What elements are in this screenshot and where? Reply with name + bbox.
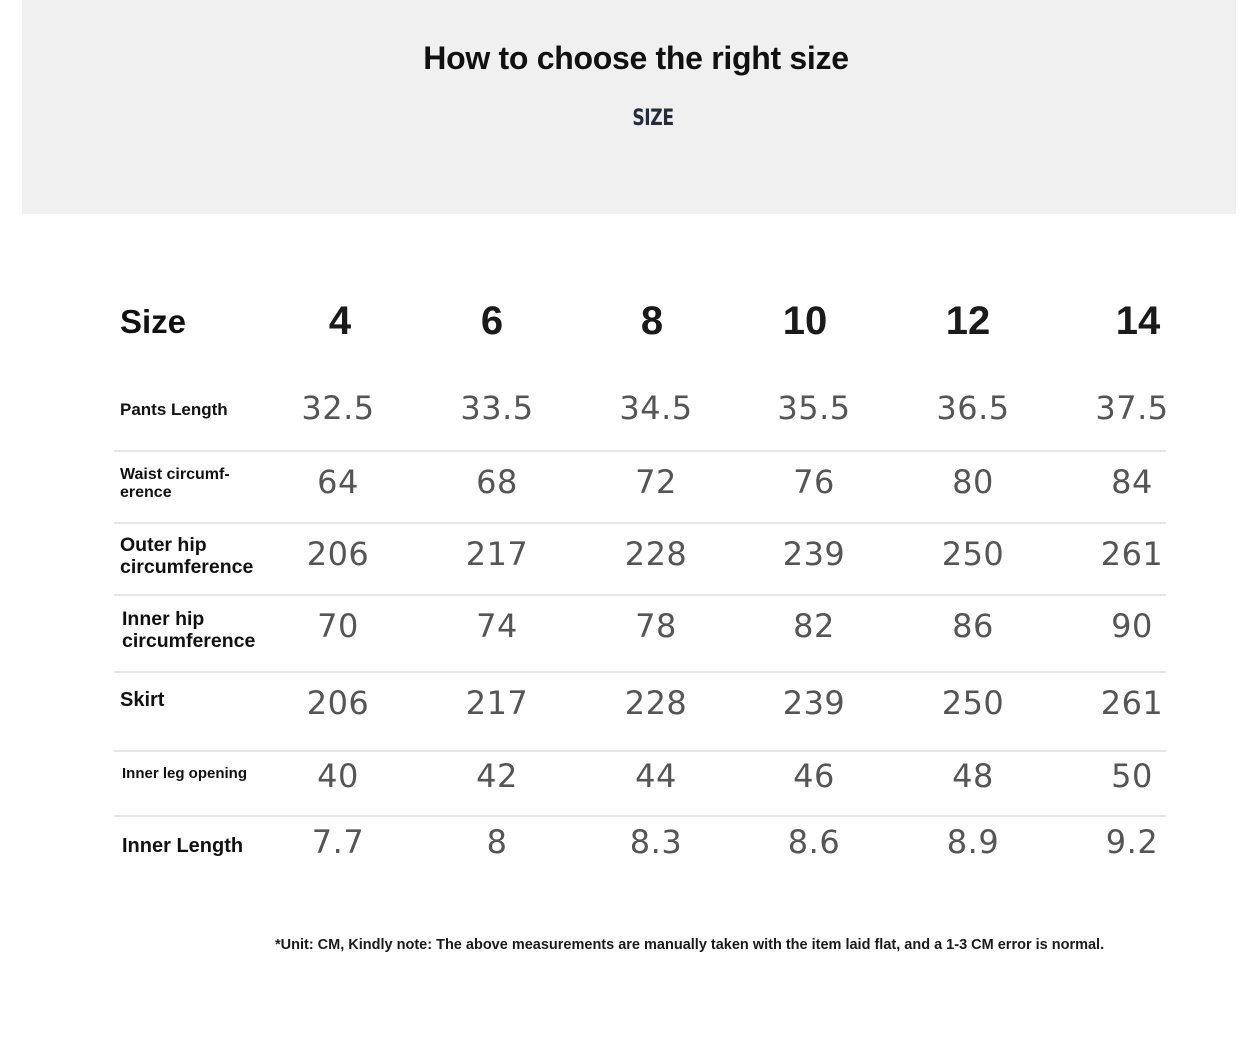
table-cell: 8.6 — [787, 823, 841, 861]
table-cell: 261 — [1100, 684, 1164, 722]
size-header-10: 10 — [782, 299, 828, 343]
table-cell: 78 — [635, 607, 677, 645]
table-cell: 9.2 — [1105, 823, 1159, 861]
table-cell: 239 — [782, 684, 846, 722]
table-row — [114, 452, 1166, 524]
table-row — [114, 752, 1166, 817]
row-label: Skirt — [120, 689, 165, 711]
header-band — [22, 0, 1236, 214]
table-cell: 46 — [793, 757, 835, 795]
row-label: Outer hip circumference — [120, 534, 254, 578]
table-cell: 50 — [1111, 757, 1153, 795]
table-row — [114, 596, 1166, 673]
table-cell: 33.5 — [460, 389, 534, 427]
table-row — [114, 524, 1166, 596]
table-cell: 36.5 — [936, 389, 1010, 427]
table-cell: 70 — [317, 607, 359, 645]
table-row — [114, 378, 1169, 452]
table-cell: 72 — [635, 463, 677, 501]
size-header-12: 12 — [945, 299, 991, 343]
size-header-4: 4 — [328, 299, 352, 343]
table-row — [114, 817, 1166, 887]
row-label: Pants Length — [120, 400, 228, 419]
measurement-footnote: *Unit: CM, Kindly note: The above measurements are manually taken with the item laid flat, and a 1-3 CM error is normal. — [275, 937, 1105, 953]
table-row — [114, 673, 1166, 752]
table-cell: 76 — [793, 463, 835, 501]
table-cell: 48 — [952, 757, 994, 795]
row-label: Inner hip circumference — [122, 608, 256, 652]
table-cell: 8.3 — [629, 823, 683, 861]
table-cell: 217 — [465, 535, 529, 573]
size-header-6: 6 — [480, 299, 504, 343]
table-cell: 86 — [952, 607, 994, 645]
table-cell: 250 — [941, 535, 1005, 573]
size-header-8: 8 — [640, 299, 664, 343]
table-cell: 90 — [1111, 607, 1153, 645]
table-cell: 239 — [782, 535, 846, 573]
row-label: Inner leg opening — [122, 765, 248, 782]
table-cell: 82 — [793, 607, 835, 645]
table-cell: 74 — [476, 607, 518, 645]
table-cell: 8 — [486, 823, 508, 861]
table-cell: 7.7 — [311, 823, 365, 861]
table-cell: 228 — [624, 535, 688, 573]
table-cell: 42 — [476, 757, 518, 795]
table-cell: 35.5 — [777, 389, 851, 427]
page-title: How to choose the right size — [423, 40, 849, 76]
table-cell: 250 — [941, 684, 1005, 722]
table-cell: 8.9 — [946, 823, 1000, 861]
table-cell: 261 — [1100, 535, 1164, 573]
table-cell: 64 — [317, 463, 359, 501]
size-column-label: Size — [120, 303, 187, 340]
size-badge: SIZE — [632, 106, 674, 131]
table-cell: 206 — [306, 684, 370, 722]
table-cell: 228 — [624, 684, 688, 722]
table-cell: 32.5 — [301, 389, 375, 427]
table-cell: 68 — [476, 463, 518, 501]
table-cell: 80 — [952, 463, 994, 501]
table-cell: 217 — [465, 684, 529, 722]
table-cell: 84 — [1111, 463, 1153, 501]
table-cell: 34.5 — [619, 389, 693, 427]
size-header-row — [114, 282, 1166, 362]
table-cell: 44 — [635, 757, 677, 795]
row-label: Inner Length — [122, 835, 244, 857]
size-header-14: 14 — [1115, 299, 1161, 343]
table-cell: 40 — [317, 757, 359, 795]
row-label: Waist circumf- erence — [120, 466, 230, 501]
table-cell: 206 — [306, 535, 370, 573]
table-cell: 37.5 — [1095, 389, 1169, 427]
